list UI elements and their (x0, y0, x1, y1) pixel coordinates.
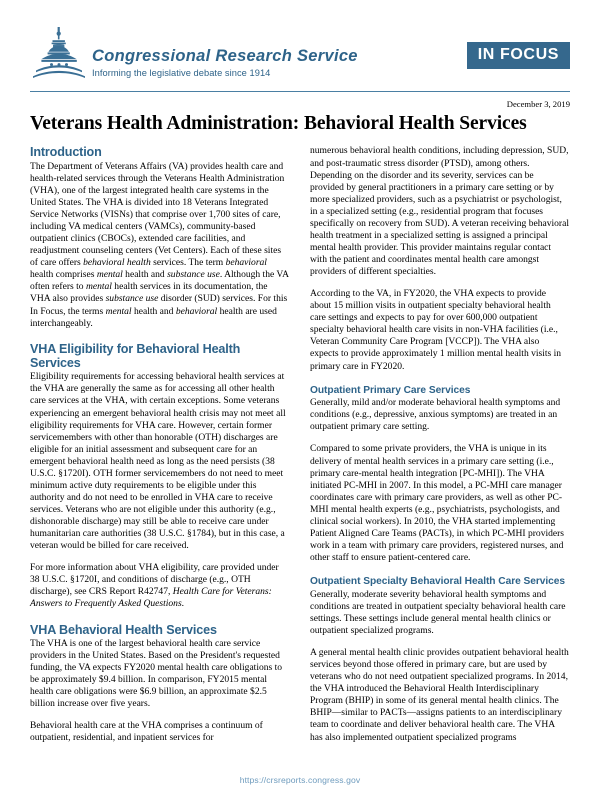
paragraph: Eligibility requirements for accessing behavioral health services at the VHA are generally the same as for accessing all other health care services at the VHA, with certain exceptions. Some veterans experiencing an emergent behavioral health crisis may not meet all eligibility requirements for VHA care. However, certain former servicemembers with other than honorable (OTH) discharges are eligible for an initial assessment and subsequent care for an emergent behavioral health need as long as the need persists (38 U.S.C. §1720I). OTH former servicemembers do not need to meet minimum active duty requirements to be eligible under this authority and do not need to be enrolled in VHA care to receive services. Veterans who are not eligible under this authority (e.g., dishonorable discharge) may still be able to receive care under humanitarian care authorities (38 U.S.C. §1784), but in this case, a veteran would be billed for care received. (30, 371, 286, 552)
paragraph: For more information about VHA eligibility, care provided under 38 U.S.C. §1720I, and conditions of discharge (e.g., OTH discharge), see CRS Report R42747, Health Care for Veterans: Answers to Frequently Asked Questions. (30, 562, 279, 610)
left-column (30, 145, 289, 744)
paragraph: A general mental health clinic provides outpatient behavioral health services beyond those offered in primary care, but are used by veterans who do not need outpatient specialized programs. In 2014, the VHA introduced the Behavioral Health Interdisciplinary Program (BHIP) in some of its general mental health clinics. The BHIP—similar to PACTs—assigns patients to an interdisciplinary team to coordinate and deliver behavioral health care. The VHA has also implemented outpatient specialized programs (310, 647, 569, 743)
section-heading-introduction: Introduction (30, 145, 102, 160)
body-columns (30, 145, 570, 744)
paragraph: The VHA is one of the largest behavioral health care service providers in the United States. Based on the President's requested funding, the VA expects FY2020 mental health care obligations to be approximately $9.4 billion. In comparison, FY2015 mental health care obligations were $6.9 billion, an approximate $2.5 billion increase over five years. (30, 637, 283, 710)
paragraph: The Department of Veterans Affairs (VA) provides health care and health-related services through the Veterans Health Administration (VHA), one of the largest integrated health care systems in the United States. The VHA is divided into 18 Veterans Integrated Service Networks (VISNs) that comprise over 1,700 sites of care, including VA medical centers (VAMCs), community-based outpatient clinics (CBOCs), extended care facilities, and readjustment counseling centers (Vet Centers). Each of these sites of care offers behavioral health services. The term behavioral health comprises mental health and substance use. Although the VA often refers to mental health services in its documentation, the VHA also provides substance use disorder (SUD) services. For this In Focus, the terms mental health and behavioral health are used interchangeably. (30, 160, 289, 329)
masthead (30, 26, 570, 88)
capitol-dome-icon (30, 26, 88, 80)
paragraph: Behavioral health care at the VHA comprises a continuum of outpatient, residential, and inpatient services for (30, 720, 263, 744)
masthead-divider (30, 91, 570, 92)
page-title: Veterans Health Administration: Behavioral Health Services (30, 113, 527, 134)
brand-name: Congressional Research Service (92, 46, 358, 65)
section-heading-vha-eligibility: VHA Eligibility for Behavioral Health Services (30, 341, 241, 370)
subsection-heading-outpatient-primary-care-services: Outpatient Primary Care Services (310, 384, 471, 396)
in-focus-badge: IN FOCUS (467, 42, 570, 69)
publication-date: December 3, 2019 (506, 99, 570, 109)
subsection-heading-outpatient-specialty-behavioral-health-care-services: Outpatient Specialty Behavioral Health Care Services (310, 576, 566, 588)
paragraph: numerous behavioral health conditions, including depression, SUD, and post-traumatic stress disorder (PTSD), among others. Depending on the disorder and its severity, services can be provided by general practitioners in a primary care setting or by more specialized providers, such as a psychiatrist or psychologist, in a specialized setting (e.g., residential program that focuses specifically on recovery from SUD). A veteran receiving behavioral health treatment in a specialized setting is assigned a principal mental health provider. This provider maintains regular contact with the patient and coordinates mental health care amongst providers of different specialties. (310, 145, 569, 278)
paragraph: Compared to some private providers, the VHA is unique in its delivery of mental health services in a primary care setting (i.e., primary care-mental health integration [PC-MHI]). The VHA initiated PC-MHI in 2007. In this model, a PC-MHI care manager coordinates care with primary care providers, as well as other PC-MHI mental health experts (e.g., psychiatrists, psychologists, and clinical social workers). In 2010, the VHA started implementing Patient Aligned Care Teams (PACTs), in which PC-MHI providers work in a team with primary care providers, registered nurses, and other staff to ensure patient-centered care. (310, 443, 565, 564)
section-heading-vha-behavioral-health-services: VHA Behavioral Health Services (30, 622, 217, 637)
brand-tagline: Informing the legislative debate since 1914 (92, 68, 271, 78)
paragraph: Generally, moderate severity behavioral health symptoms and conditions are treated in outpatient specialty behavioral health care settings. These settings include general mental health clinics or outpatient specialized programs. (310, 588, 566, 636)
paragraph: Generally, mild and/or moderate behavioral health symptoms and conditions (e.g., depressive, anxious symptoms) are treated in an outpatient primary care setting. (310, 397, 561, 433)
brand-text (88, 48, 358, 80)
paragraph: According to the VA, in FY2020, the VHA expects to provide about 15 million visits in outpatient specialty behavioral health care settings and expects to pay for over 600,000 outpatient specialty behavioral health care visits in non-VHA facilities (i.e., Veteran Community Care Program [VCCP]). The VHA also expects to provide approximately 1 million mental health visits in primary care in FY2020. (310, 288, 562, 372)
footer-url[interactable]: https://crsreports.congress.gov (239, 775, 361, 785)
document-page (0, 26, 600, 803)
crs-logo (30, 26, 467, 80)
right-column (310, 145, 569, 744)
